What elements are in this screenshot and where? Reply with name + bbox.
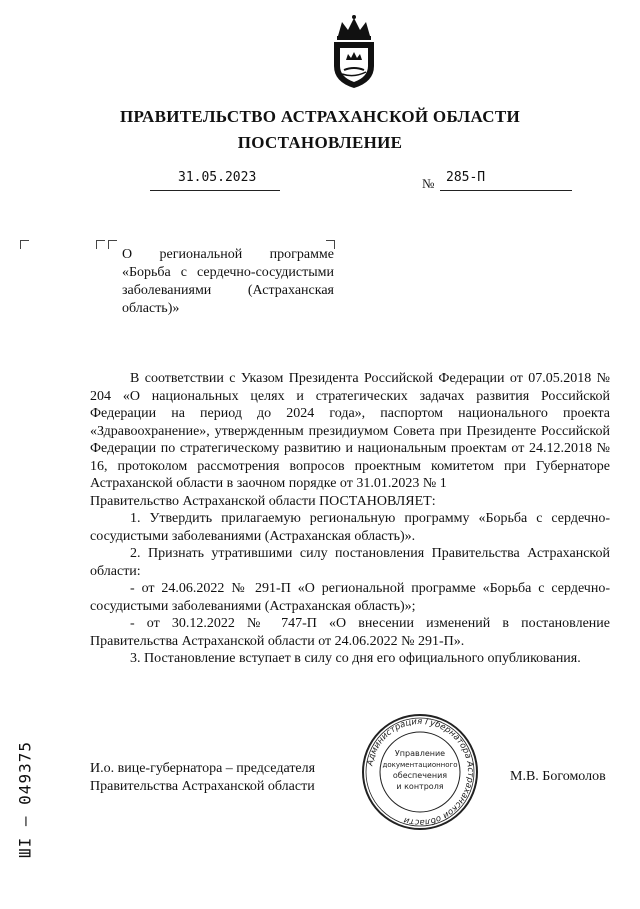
document-date: 31.05.2023 xyxy=(178,170,257,185)
stamp-center-line-2: документационного xyxy=(382,761,458,769)
signatory-position xyxy=(90,760,315,796)
item-2a: - от 24.06.2022 № 291-П «О региональной программе «Борьба с сердечно-сосудистыми заболеваниями (Астраханская область)»; xyxy=(90,581,610,614)
government-title: ПРАВИТЕЛЬСТВО АСТРАХАНСКОЙ ОБЛАСТИ xyxy=(120,107,520,126)
item-2: 2. Признать утратившими силу постановления Правительства Астраханской области: xyxy=(90,546,610,579)
official-stamp xyxy=(360,712,480,832)
stamp-center-line-4: и контроля xyxy=(396,782,444,791)
item-3: 3. Постановление вступает в силу со дня его официального опубликования. xyxy=(130,651,581,666)
item-2b: - от 30.12.2022 № 747-П «О внесении изменений в постановление Правительства Астраханской области от 24.06.2022 № 291-П». xyxy=(90,616,610,649)
stamp-center-line-3: обеспечения xyxy=(392,771,448,780)
stamp-ring-text: Администрация Губернатора Астраханской области xyxy=(365,716,476,828)
preamble-paragraph: В соответствии с Указом Президента Российской Федерации от 07.05.2018 № 204 «О национальных целях и стратегических задачах развития Российской Федерации на период до 2024 года», паспортом национального проекта «Здравоохранение», утвержденным президиумом Совета при Президенте Российской Федерации по стратегическому развитию и национальным проектам от 24.12.2018 № 16, протоколом рассмотрения вопросов проектным комитетом при Губернаторе Астраханской области в заочном порядке от 31.01.2023 № 1 xyxy=(90,371,610,491)
document-number: 285-П xyxy=(446,170,486,185)
signatory-name: М.В. Богомолов xyxy=(510,769,606,784)
document-body xyxy=(90,370,610,668)
stamp-center-line-1: Управление xyxy=(394,749,446,758)
side-serial-number: ШI – 049375 xyxy=(15,741,35,858)
item-1: 1. Утвердить прилагаемую региональную программу «Борьба с сердечно-сосудистыми заболеваниями (Астраханская область)». xyxy=(90,511,610,544)
signatory-position-line-1: И.о. вице-губернатора – председателя xyxy=(90,761,316,776)
coat-of-arms-emblem xyxy=(328,14,380,90)
resolution-line: Правительство Астраханской области ПОСТАНОВЛЯЕТ: xyxy=(90,493,436,509)
subject-corner-mark-left-1 xyxy=(96,240,105,249)
number-label: № xyxy=(422,176,435,191)
subject-corner-mark-left-2 xyxy=(108,240,117,249)
signatory-position-line-2: Правительства Астраханской области xyxy=(90,779,315,794)
document-type-title: ПОСТАНОВЛЕНИЕ xyxy=(237,133,403,152)
left-margin-corner-mark xyxy=(20,240,29,249)
document-subject: О региональной программе «Борьба с сердечно-сосудистыми заболеваниями (Астраханская область)» xyxy=(122,247,334,316)
